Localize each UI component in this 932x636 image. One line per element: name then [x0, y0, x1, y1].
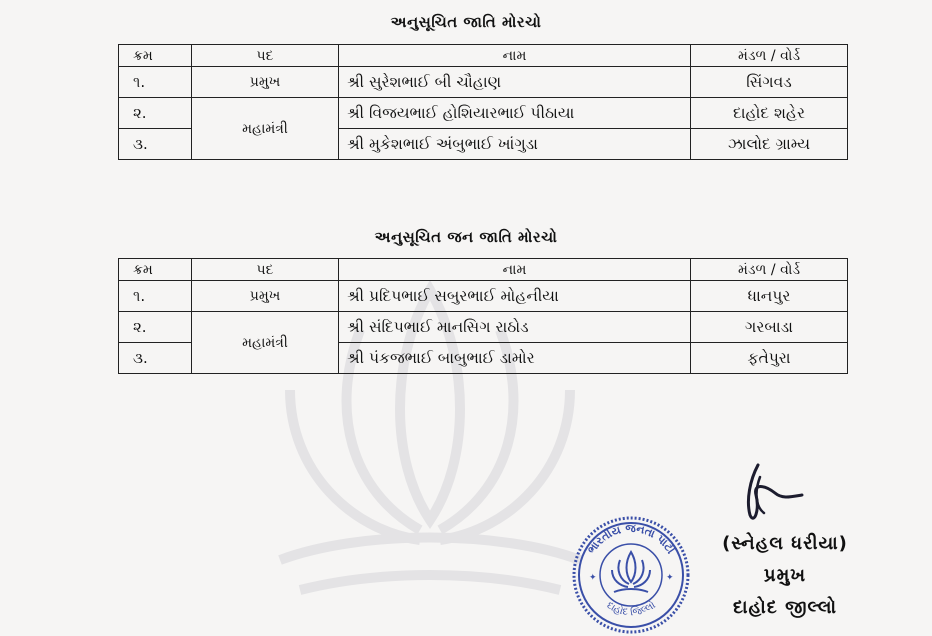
- table-header-row: [119, 259, 848, 281]
- row-no: ૨.: [119, 312, 192, 343]
- party-seal-icon: [570, 514, 692, 636]
- table-row: [119, 67, 848, 98]
- row-post: પ્રમુખ: [192, 281, 339, 312]
- header-no: ક્રમ: [119, 45, 192, 67]
- signatory-title: પ્રમુખ: [763, 565, 807, 586]
- row-name: શ્રી વિજયભાઈ હોશિયારભાઈ પીઠાયા: [339, 98, 691, 129]
- table-row: [119, 281, 848, 312]
- seal-bottom-text: દાહોદ જિલ્લો: [604, 599, 658, 619]
- table-row: [119, 98, 848, 129]
- row-name: શ્રી પ્રદિપભાઈ સબુરભાઈ મોહનીયા: [339, 281, 691, 312]
- row-no: ૩.: [119, 129, 192, 160]
- row-name: શ્રી સંદિપભાઈ માનસિગ રાઠોડ: [339, 312, 691, 343]
- header-no: ક્રમ: [119, 259, 192, 281]
- section2-title: અનુસૂચિત જન જાતિ મોરચો: [374, 228, 558, 246]
- row-no: ૧.: [119, 67, 192, 98]
- row-post: મહામંત્રી: [192, 312, 339, 374]
- row-no: ૧.: [119, 281, 192, 312]
- row-name: શ્રી સુરેશભાઈ બી ચૌહાણ: [339, 67, 691, 98]
- row-ward: ધાનપુર: [691, 281, 848, 312]
- row-post: પ્રમુખ: [192, 67, 339, 98]
- header-name: નામ: [339, 45, 691, 67]
- row-ward: ઝાલોદ ગ્રામ્ય: [691, 129, 848, 160]
- table-row: [119, 312, 848, 343]
- signatory-name: (સ્નેહલ ધરીયા): [722, 533, 848, 554]
- lotus-icon: [612, 552, 650, 592]
- table-header-row: [119, 45, 848, 67]
- row-ward: દાહોદ શહેર: [691, 98, 848, 129]
- header-ward: મંડળ / વોર્ડ: [691, 45, 848, 67]
- row-no: ૩.: [119, 343, 192, 374]
- row-name: શ્રી મુકેશભાઈ અંબુભાઈ ખાંગુડા: [339, 129, 691, 160]
- row-ward: સિંગવડ: [691, 67, 848, 98]
- handwritten-signature-icon: [720, 455, 810, 535]
- row-name: શ્રી પંકજભાઈ બાબુભાઈ ડામોર: [339, 343, 691, 374]
- svg-text:દાહોદ જિલ્લો: [604, 598, 657, 619]
- row-ward: ફતેપુરા: [691, 343, 848, 374]
- seal-top-text: ભારતીય જનતા પાર્ટી: [584, 521, 678, 557]
- section1-title: અનુસૂચિત જાતિ મોરચો: [390, 13, 542, 31]
- header-ward: મંડળ / વોર્ડ: [691, 259, 848, 281]
- section2-table: [118, 258, 848, 374]
- row-ward: ગરબાડા: [691, 312, 848, 343]
- header-name: નામ: [339, 259, 691, 281]
- header-post: પદ: [192, 259, 339, 281]
- svg-text:✦: ✦: [666, 573, 674, 583]
- svg-text:✦: ✦: [589, 573, 597, 583]
- row-post: મહામંત્રી: [192, 98, 339, 160]
- header-post: પદ: [192, 45, 339, 67]
- section1-table: [118, 44, 848, 160]
- signatory-district: દાહોદ જીલ્લો: [733, 597, 837, 618]
- row-no: ૨.: [119, 98, 192, 129]
